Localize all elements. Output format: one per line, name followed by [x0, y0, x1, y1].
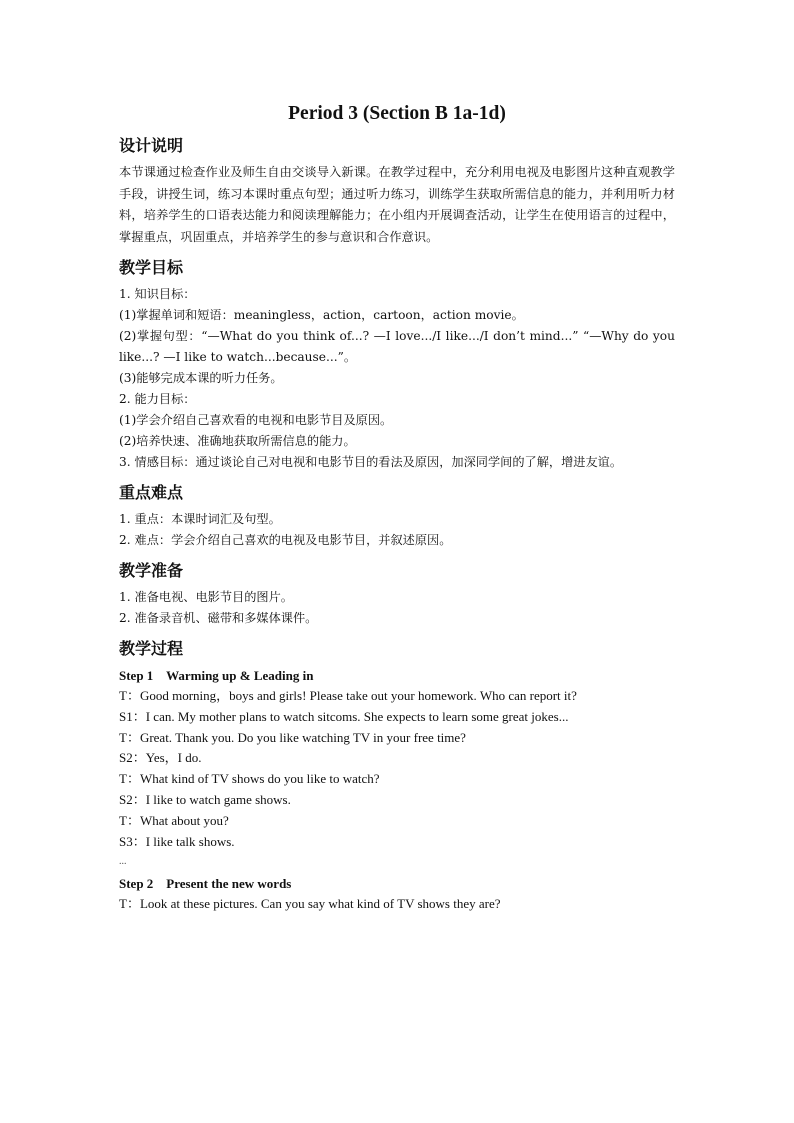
- objective-line: 2. 能力目标：: [119, 392, 196, 406]
- preparation-line: 2. 准备录音机、磁带和多媒体课件。: [119, 611, 318, 625]
- dialog-line: T：Look at these pictures. Can you say what kind of TV shows they are?: [119, 896, 501, 912]
- dialog-line: S1：I can. My mother plans to watch sitcoms. She expects to learn some great jokes...: [119, 708, 569, 724]
- dialog-ellipsis: ...: [119, 856, 127, 868]
- document-page: [119, 100, 675, 915]
- heading-design: 设计说明: [119, 136, 184, 155]
- dialog-line: T：Great. Thank you. Do you like watching TV in your free time?: [119, 729, 466, 745]
- dialog-line: T：What kind of TV shows do you like to watch?: [119, 771, 380, 787]
- heading-key-points: 重点难点: [119, 483, 184, 502]
- objective-line: (1)学会介绍自己喜欢看的电视和电影节目及原因。: [119, 413, 393, 427]
- document-title: Period 3 (Section B 1a-1d): [288, 103, 506, 124]
- dialog-line: S2：I like to watch game shows.: [119, 791, 291, 807]
- heading-objectives: 教学目标: [119, 258, 184, 277]
- objective-line: (2)掌握句型：“—What do you think of...? —I love.../I like.../I don’t mind...” “—Why do you like...? —I like to watch...because...”。: [119, 329, 675, 364]
- objective-line: (3)能够完成本课的听力任务。: [119, 371, 283, 385]
- dialog-line: S3：I like talk shows.: [119, 833, 235, 849]
- objective-line: 3. 情感目标：通过谈论自己对电视和电影节目的看法及原因，加深同学间的了解，增进友谊。: [119, 455, 623, 469]
- key-point-line: 1. 重点：本课时词汇及句型。: [119, 512, 281, 526]
- step-1-title: Step 1 Warming up & Leading in: [119, 668, 314, 683]
- objective-line: 1. 知识目标：: [119, 287, 196, 301]
- objective-line: (2)培养快速、准确地获取所需信息的能力。: [119, 434, 356, 448]
- objective-line: (1)掌握单词和短语：meaningless，action，cartoon，action movie。: [119, 308, 524, 322]
- dialog-line: S2：Yes，I do.: [119, 750, 202, 766]
- preparation-line: 1. 准备电视、电影节目的图片。: [119, 590, 293, 604]
- key-point-line: 2. 难点：学会介绍自己喜欢的电视及电影节目，并叙述原因。: [119, 533, 452, 547]
- dialog-line: T：Good morning，boys and girls! Please take out your homework. Who can report it?: [119, 688, 577, 703]
- design-paragraph: 本节课通过检查作业及师生自由交谈导入新课。在教学过程中，充分利用电视及电影图片这种直观教学手段，讲授生词，练习本课时重点句型；通过听力练习，训练学生获取所需信息的能力，并利用听力材料，培养学生的口语表达能力和阅读理解能力；在小组内开展调查活动，让学生在使用语言的过程中，掌握重点，巩固重点，并培养学生的参与意识和合作意识。: [119, 165, 675, 244]
- step-2-title: Step 2 Present the new words: [119, 876, 292, 892]
- dialog-line: T：What about you?: [119, 812, 229, 828]
- heading-process: 教学过程: [119, 639, 184, 658]
- heading-preparation: 教学准备: [119, 561, 184, 580]
